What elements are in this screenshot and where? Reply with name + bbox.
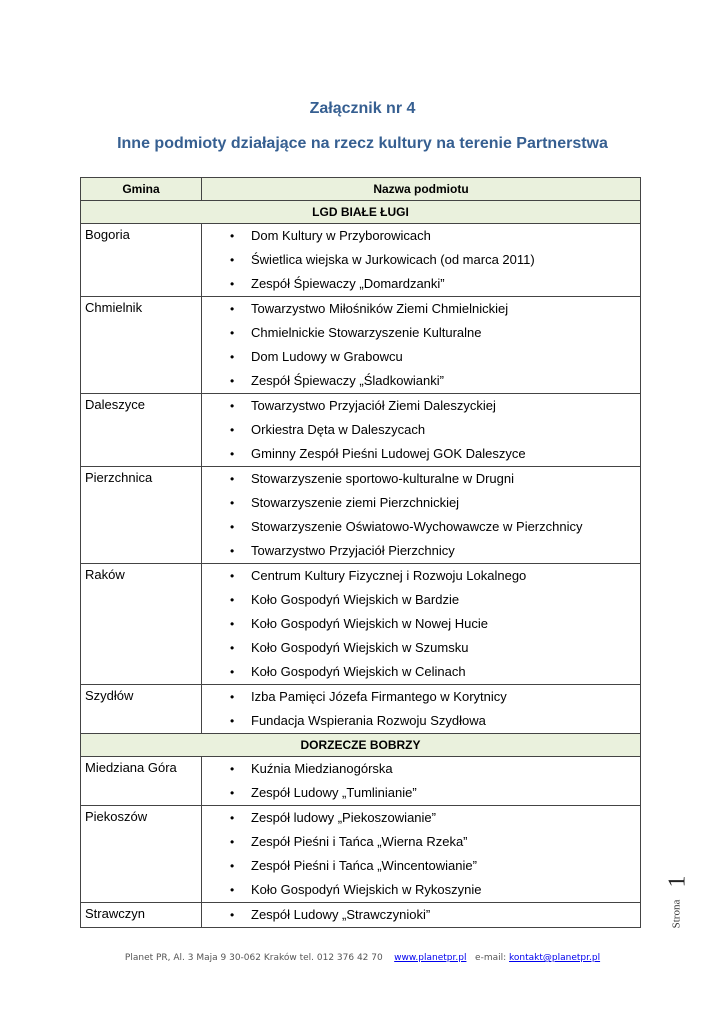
- bullet-icon: •: [230, 811, 235, 825]
- list-item: [202, 709, 640, 733]
- list-item: [202, 878, 640, 902]
- entity-list: [202, 297, 640, 393]
- gmina-cell: Pierzchnica: [81, 467, 202, 564]
- footer-website-link[interactable]: www.planetpr.pl: [394, 953, 467, 963]
- bullet-icon: •: [230, 665, 235, 679]
- list-item: [202, 636, 640, 660]
- page-footer: [0, 953, 725, 963]
- list-item: [202, 467, 640, 491]
- entity-name: Dom Kultury w Przyborowicach: [251, 228, 431, 243]
- bullet-icon: •: [230, 520, 235, 534]
- header-nazwa-podmiotu: Nazwa podmiotu: [202, 178, 641, 201]
- list-item: [202, 903, 640, 927]
- list-item: [202, 781, 640, 805]
- entity-name: Towarzystwo Przyjaciół Ziemi Daleszyckiej: [251, 398, 496, 413]
- footer-address: Planet PR, Al. 3 Maja 9 30-062 Kraków tel. 012 376 42 70: [124, 953, 383, 963]
- list-item: [202, 248, 640, 272]
- entity-name: Izba Pamięci Józefa Firmantego w Korytnicy: [251, 689, 507, 704]
- gmina-cell: Miedziana Góra: [81, 757, 202, 806]
- entity-list: [202, 757, 640, 805]
- list-item: [202, 272, 640, 296]
- entity-list: [202, 394, 640, 466]
- list-item: [202, 612, 640, 636]
- list-item: [202, 660, 640, 684]
- bullet-icon: •: [230, 859, 235, 873]
- page-number-marker: [664, 875, 700, 940]
- list-item: [202, 564, 640, 588]
- bullet-icon: •: [230, 472, 235, 486]
- list-item: [202, 830, 640, 854]
- list-item: [202, 394, 640, 418]
- entity-name: Centrum Kultury Fizycznej i Rozwoju Lokalnego: [251, 568, 527, 583]
- list-item: [202, 757, 640, 781]
- gmina-cell: Szydłów: [81, 685, 202, 734]
- bullet-icon: •: [230, 277, 235, 291]
- entity-list: [202, 806, 640, 902]
- section-row: [81, 201, 641, 224]
- table-row: [81, 224, 641, 297]
- gmina-cell: Bogoria: [81, 224, 202, 297]
- bullet-icon: •: [230, 544, 235, 558]
- entity-name: Zespół Ludowy „Tumlinianie”: [251, 785, 417, 800]
- gmina-cell: Daleszyce: [81, 394, 202, 467]
- entity-name: Stowarzyszenie sportowo-kulturalne w Drugni: [251, 471, 515, 486]
- entity-name: Zespół Śpiewaczy „Domardzanki”: [251, 276, 445, 291]
- list-item: [202, 539, 640, 563]
- document-subtitle: Inne podmioty działające na rzecz kultury na terenie Partnerstwa: [117, 135, 608, 152]
- entity-name: Stowarzyszenie ziemi Pierzchnickiej: [251, 495, 460, 510]
- bullet-icon: •: [230, 762, 235, 776]
- entity-name: Zespół Pieśni i Tańca „Wincentowianie”: [251, 858, 477, 873]
- bullet-icon: •: [230, 350, 235, 364]
- entities-cell: [202, 224, 641, 297]
- bullet-icon: •: [230, 229, 235, 243]
- list-item: [202, 854, 640, 878]
- bullet-icon: •: [230, 714, 235, 728]
- page-number: 1: [664, 875, 691, 888]
- entity-name: Koło Gospodyń Wiejskich w Bardzie: [251, 592, 460, 607]
- entity-name: Zespół Pieśni i Tańca „Wierna Rzeka”: [251, 834, 468, 849]
- document-title: Załącznik nr 4: [309, 100, 416, 117]
- list-item: [202, 806, 640, 830]
- entity-name: Dom Ludowy w Grabowcu: [251, 349, 403, 364]
- table-header-row: [81, 178, 641, 201]
- bullet-icon: •: [230, 786, 235, 800]
- entities-cell: [202, 685, 641, 734]
- bullet-icon: •: [230, 593, 235, 607]
- entity-name: Zespół ludowy „Piekoszowianie”: [251, 810, 436, 825]
- table-body: [81, 201, 641, 928]
- entity-name: Zespół Ludowy „Strawczynioki”: [251, 907, 431, 922]
- bullet-icon: •: [230, 253, 235, 267]
- gmina-cell: Chmielnik: [81, 297, 202, 394]
- table-row: [81, 757, 641, 806]
- entity-name: Stowarzyszenie Oświatowo-Wychowawcze w Pierzchnicy: [251, 519, 583, 534]
- entity-name: Fundacja Wspierania Rozwoju Szydłowa: [251, 713, 486, 728]
- entities-cell: [202, 467, 641, 564]
- bullet-icon: •: [230, 617, 235, 631]
- entity-name: Koło Gospodyń Wiejskich w Rykoszynie: [251, 882, 482, 897]
- table-row: [81, 903, 641, 928]
- list-item: [202, 442, 640, 466]
- entity-list: [202, 564, 640, 684]
- entity-name: Kuźnia Miedzianogórska: [251, 761, 393, 776]
- bullet-icon: •: [230, 326, 235, 340]
- gmina-cell: Strawczyn: [81, 903, 202, 928]
- list-item: [202, 369, 640, 393]
- entity-name: Zespół Śpiewaczy „Śladkowianki”: [251, 373, 444, 388]
- table-row: [81, 685, 641, 734]
- entity-name: Koło Gospodyń Wiejskich w Nowej Hucie: [251, 616, 488, 631]
- entities-cell: [202, 903, 641, 928]
- entity-name: Świetlica wiejska w Jurkowicach (od marca 2011): [251, 252, 535, 267]
- bullet-icon: •: [230, 447, 235, 461]
- bullet-icon: •: [230, 399, 235, 413]
- bullet-icon: •: [230, 908, 235, 922]
- list-item: [202, 588, 640, 612]
- table-row: [81, 297, 641, 394]
- entities-cell: [202, 806, 641, 903]
- table-row: [81, 394, 641, 467]
- bullet-icon: •: [230, 423, 235, 437]
- entity-name: Orkiestra Dęta w Daleszycach: [251, 422, 426, 437]
- section-row: [81, 734, 641, 757]
- entity-list: [202, 224, 640, 296]
- entity-name: Towarzystwo Miłośników Ziemi Chmielnickiej: [251, 301, 509, 316]
- header-gmina: Gmina: [81, 178, 202, 201]
- table-row: [81, 806, 641, 903]
- entity-name: Gminny Zespół Pieśni Ludowej GOK Daleszyce: [251, 446, 526, 461]
- bullet-icon: •: [230, 569, 235, 583]
- entity-list: [202, 685, 640, 733]
- section-title: LGD BIAŁE ŁUGI: [81, 201, 641, 224]
- entities-cell: [202, 564, 641, 685]
- entities-cell: [202, 394, 641, 467]
- footer-email-label: e-mail:: [475, 953, 507, 963]
- entity-name: Koło Gospodyń Wiejskich w Szumsku: [251, 640, 469, 655]
- list-item: [202, 491, 640, 515]
- list-item: [202, 685, 640, 709]
- list-item: [202, 418, 640, 442]
- list-item: [202, 224, 640, 248]
- table-row: [81, 467, 641, 564]
- section-title: DORZECZE BOBRZY: [81, 734, 641, 757]
- entities-cell: [202, 757, 641, 806]
- list-item: [202, 297, 640, 321]
- table-row: [81, 564, 641, 685]
- gmina-cell: Piekoszów: [81, 806, 202, 903]
- list-item: [202, 321, 640, 345]
- bullet-icon: •: [230, 883, 235, 897]
- entities-cell: [202, 297, 641, 394]
- entities-table: [80, 177, 641, 928]
- entity-name: Chmielnickie Stowarzyszenie Kulturalne: [251, 325, 482, 340]
- bullet-icon: •: [230, 302, 235, 316]
- list-item: [202, 515, 640, 539]
- footer-email-link[interactable]: kontakt@planetpr.pl: [509, 953, 601, 963]
- bullet-icon: •: [230, 496, 235, 510]
- bullet-icon: •: [230, 641, 235, 655]
- bullet-icon: •: [230, 374, 235, 388]
- bullet-icon: •: [230, 690, 235, 704]
- entity-list: [202, 467, 640, 563]
- page-label: Strona: [670, 899, 683, 929]
- entity-name: Towarzystwo Przyjaciół Pierzchnicy: [251, 543, 455, 558]
- gmina-cell: Raków: [81, 564, 202, 685]
- entity-name: Koło Gospodyń Wiejskich w Celinach: [251, 664, 466, 679]
- bullet-icon: •: [230, 835, 235, 849]
- entity-list: [202, 903, 640, 927]
- list-item: [202, 345, 640, 369]
